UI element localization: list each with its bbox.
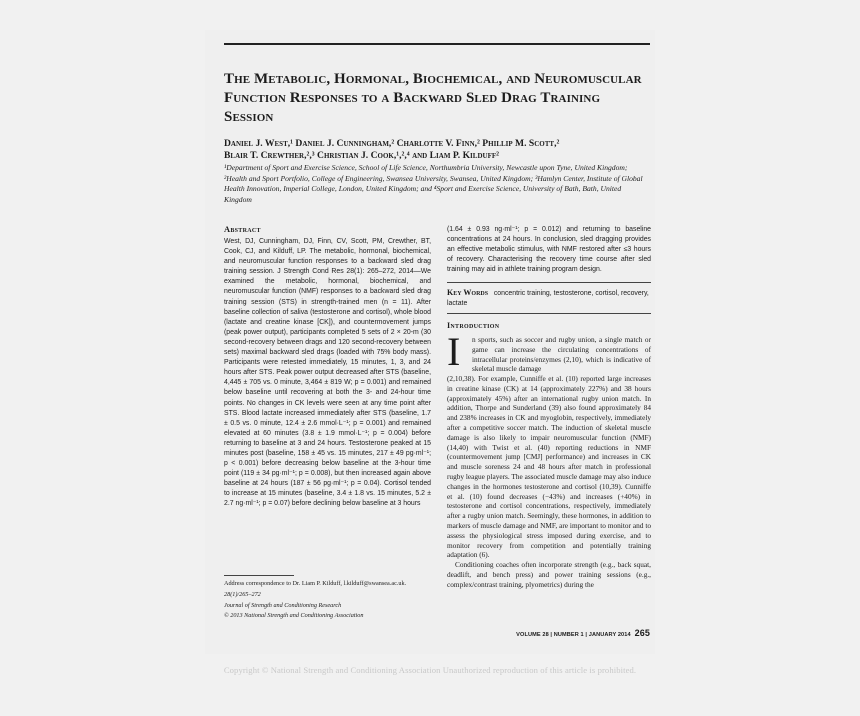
- issue-note: 28(1)/265–272: [224, 591, 261, 599]
- authors-line-2: Blair T. Crewther,²,³ Christian J. Cook,¹,²,⁴ and Liam P. Kilduff²: [224, 150, 499, 161]
- abstract-heading: Abstract: [224, 225, 261, 234]
- authors-line-1: Daniel J. West,¹ Daniel J. Cunningham,² Charlotte V. Finn,² Phillip M. Scott,²: [224, 138, 560, 149]
- abstract-column-2: (1.64 ± 0.93 ng·ml⁻¹; p = 0.012) and returning to baseline concentrations at 24 hours. In conclusion, sled dragging provides an effective metabolic stimulus, with NMF restored after ≤3 hours of recovery. Characterising the recovery time course after sled training may aid in athlete training program design.: [447, 226, 651, 274]
- abstract-column-1: West, DJ, Cunningham, DJ, Finn, CV, Scott, PM, Crewther, BT, Cook, CJ, and Kilduff, LP. The metabolic, hormonal, biochemical, and neuromuscular function responses to a backward sled drag training session. J Strength Cond Res 28(1): 265–272, 2014—We examined the metabolic, hormonal, biochemical, and neuromuscular function (NMF) responses to a backward sled drag training session (STS) in strength-trained men (n = 11). After baseline collection of saliva (testosterone and cortisol), whole blood (lactate and creatine kinase [CK]), and countermovement jumps (peak power output), participants completed 5 sets of 2 × 20-m (30 second-recovery between drags and 120 second-recovery between sets) maximal backward sled drags (loaded with 75% body mass). Participants were retested immediately, 15 minutes, 1, 3, and 24 hours after STS. Peak power output decreased after STS (baseline, 4,445 ± 705 vs. 0 minute, 3,464 ± 819 W; p = 0.001) and remained below baseline until recovering at both the 3- and 24-hour time points. No changes in CK levels were seen at any time point after STS. Blood lactate increased immediately after STS (baseline, 1.7 ± 0.5 vs. 0 minute, 12.4 ± 2.6 mmol·L⁻¹; p = 0.001) and remained elevated at 60 minutes (3.8 ± 1.9 mmol·L⁻¹; p = 0.004) before returning to baseline at 3 and 24 hours. Testosterone peaked at 15 minutes post (baseline, 158 ± 45 vs. 15 minutes, 217 ± 49 pg·ml⁻¹; p < 0.001) before decreasing below baseline at the 3-hour time point (119 ± 34 pg·ml⁻¹; p = 0.008), but then increased again above baseline at 24 hours (187 ± 56 pg·ml⁻¹; p = 0.04). Cortisol tended to increase at 15 minutes (baseline, 3.4 ± 1.8 vs. 15 minutes, 5.2 ± 2.7 ng·ml⁻¹; p = 0.07) before declining below baseline at 3 hours: [224, 238, 431, 508]
- key-words-label: Key Words: [447, 288, 489, 297]
- page-number: 265: [634, 628, 650, 638]
- issue-info: VOLUME 28 | NUMBER 1 | JANUARY 2014: [516, 632, 631, 638]
- intro-body: [447, 374, 651, 590]
- drop-cap: I: [447, 329, 461, 374]
- intro-paragraph-1: (2,10,38). For example, Cunniffe et al. (10) reported large increases in creatine kinase (CK) at 14 (approximately 227%) and 38 hours (approximately 45%) after an international rugby union match. In addition, Thorpe and Sunderland (39) also found approximately 84 and 238% increases in CK and myoglobin, respectively, immediately after a competitive soccer match. The induction of skeletal muscle damage is also likely to impair neuromuscular function (NMF) (14,40) with Twist et al. (40) reporting reductions in NMF (countermovement jump [CMJ] performance) and increases in CK and muscle soreness 24 and 48 hours after match in professional rugby league players. The associated muscle damage may also induce changes in the hormones testosterone and cortisol (10,39). Cunniffe et al. (10) found decreases (−43%) and increases (+40%) in testosterone and cortisol concentrations, respectively, immediately after a rugby union match. Seemingly, these hormones, in addition to markers of muscle damage and NMF, are important to monitor and to assess the physiological stress imposed during exercise, and to monitor recovery from competition and potentially training adaptation (6).: [447, 374, 651, 560]
- journal-note: Journal of Strength and Conditioning Research: [224, 602, 342, 610]
- footnotes: [224, 579, 434, 620]
- footnote-rule: [224, 575, 294, 576]
- correspondence-note: Address correspondence to Dr. Liam P. Kilduff, l.kilduff@swansea.ac.uk.: [224, 580, 407, 587]
- copyright-watermark: Copyright © National Strength and Conditioning Association Unauthorized reproduction of this article is prohibited.: [223, 665, 637, 675]
- intro-paragraph-2: Conditioning coaches often incorporate strength (e.g., back squat, deadlift, and bench press) and power training sessions (e.g., complex/contrast training, plyometrics) during the: [447, 560, 651, 589]
- key-words: [447, 288, 651, 309]
- introduction-heading: Introduction: [447, 321, 500, 330]
- copyright-note: © 2013 National Strength and Conditioning Association: [224, 611, 364, 619]
- key-words-list: concentric training, testosterone, cortisol, recovery, lactate: [447, 290, 649, 308]
- paper-title: The Metabolic, Hormonal, Biochemical, and Neuromuscular Function Responses to a Backward Sled Drag Training Session: [224, 71, 642, 125]
- top-rule: [224, 43, 650, 45]
- affiliations: ¹Department of Sport and Exercise Science, School of Life Science, Northumbria University, Newcastle upon Tyne, United Kingdom; ²Health and Sport Portfolio, College of Engineering, Swansea University, Swansea, United Kingdom; ³Hamlyn Center, Institute of Global Health Innovation, Imperial College, London, United Kingdom; and ⁴Sport and Exercise Science, University of Bath, Bath, United Kingdom: [224, 163, 643, 204]
- folio: [516, 628, 650, 638]
- author-list: [224, 138, 644, 162]
- intro-lead-text: n sports, such as soccer and rugby union, a single match or game can increase the circulating concentrations of intracellular proteins/enzymes (2,10), which is indicative of skeletal muscle damage: [472, 335, 651, 374]
